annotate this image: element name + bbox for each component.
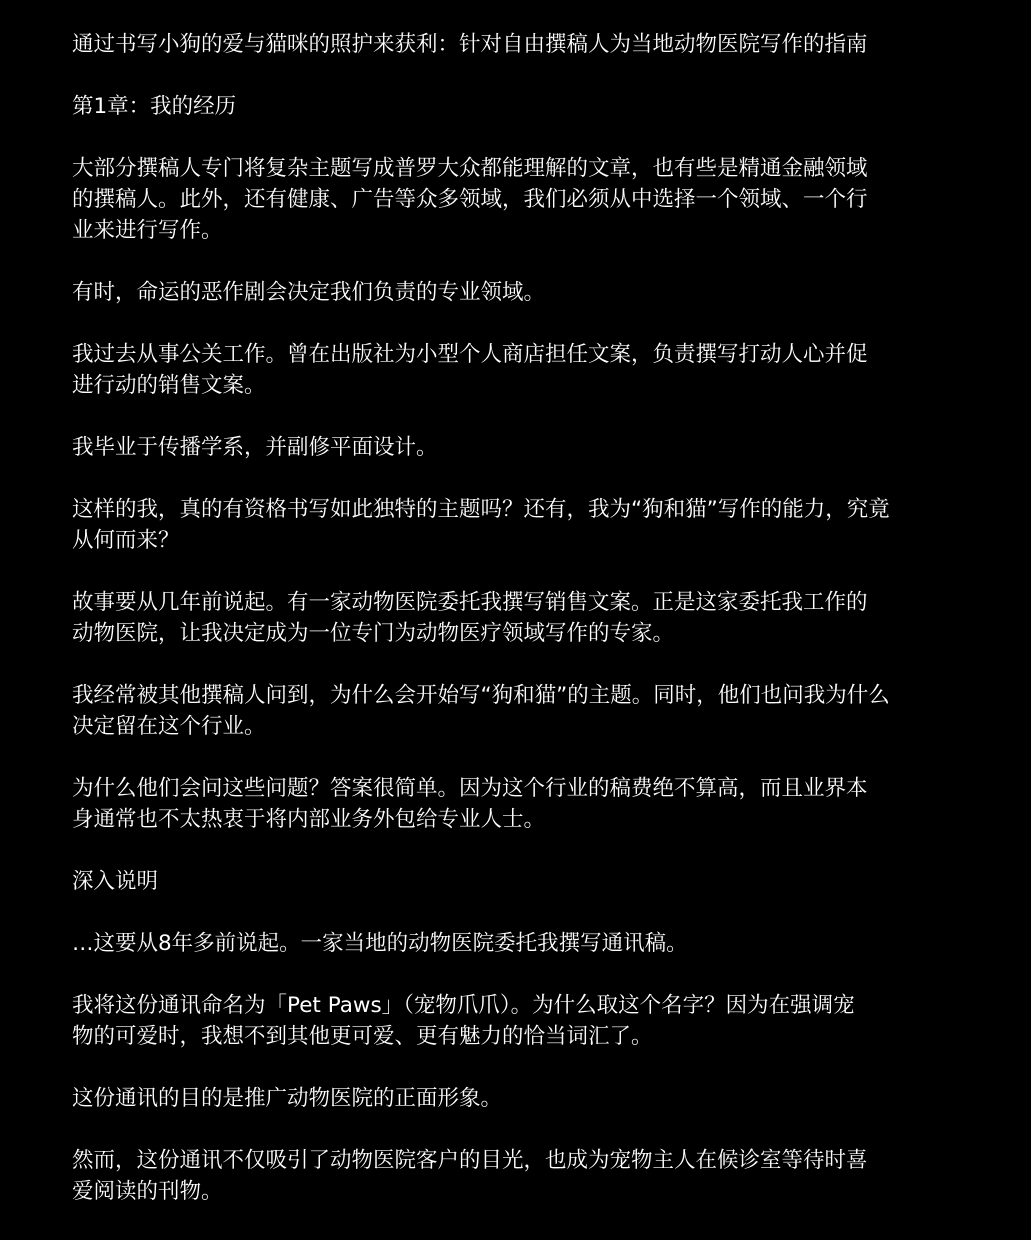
text-line: 我经常被其他撰稿人问到，为什么会开始写“狗和猫”的主题。同时，他们也问我为什么 bbox=[72, 683, 890, 708]
paragraph bbox=[72, 277, 972, 308]
paragraph bbox=[72, 339, 972, 401]
text-line: 第1章：我的经历 bbox=[72, 94, 237, 119]
paragraph bbox=[72, 680, 972, 742]
text-line: 决定留在这个行业。 bbox=[72, 714, 266, 739]
paragraph bbox=[72, 773, 972, 835]
text-line: 我过去从事公关工作。曾在出版社为小型个人商店担任文案，负责撰写打动人心并促 bbox=[72, 342, 868, 367]
text-line: 从何而来？ bbox=[72, 528, 180, 553]
text-line: 然而，这份通讯不仅吸引了动物医院客户的目光，也成为宠物主人在候诊室等待时喜 bbox=[72, 1148, 868, 1173]
text-line: 动物医院，让我决定成为一位专门为动物医疗领域写作的专家。 bbox=[72, 621, 675, 646]
chapter-heading bbox=[72, 91, 972, 122]
text-line: 我毕业于传播学系，并副修平面设计。 bbox=[72, 435, 438, 460]
text-line: 这份通讯的目的是推广动物医院的正面形象。 bbox=[72, 1086, 503, 1111]
paragraph bbox=[72, 928, 972, 959]
text-line: …这要从8年多前说起。一家当地的动物医院委托我撰写通讯稿。 bbox=[72, 931, 688, 956]
text-line: 有时，命运的恶作剧会决定我们负责的专业领域。 bbox=[72, 280, 546, 305]
text-line: 身通常也不太热衷于将内部业务外包给专业人士。 bbox=[72, 807, 546, 832]
paragraph bbox=[72, 1145, 972, 1207]
document-title bbox=[72, 29, 972, 60]
text-line: 故事要从几年前说起。有一家动物医院委托我撰写销售文案。正是这家委托我工作的 bbox=[72, 590, 868, 615]
text-line: 通过书写小狗的爱与猫咪的照护来获利：针对自由撰稿人为当地动物医院写作的指南 bbox=[72, 32, 868, 57]
paragraph bbox=[72, 587, 972, 649]
paragraph bbox=[72, 432, 972, 463]
text-line: 进行动的销售文案。 bbox=[72, 373, 266, 398]
document-body bbox=[72, 29, 972, 1207]
text-line: 业来进行写作。 bbox=[72, 218, 223, 243]
text-line: 的撰稿人。此外，还有健康、广告等众多领域，我们必须从中选择一个领域、一个行 bbox=[72, 187, 868, 212]
paragraph bbox=[72, 153, 972, 246]
paragraph bbox=[72, 494, 972, 556]
section-heading bbox=[72, 866, 972, 897]
paragraph bbox=[72, 990, 972, 1052]
text-line: 物的可爱时，我想不到其他更可爱、更有魅力的恰当词汇了。 bbox=[72, 1024, 653, 1049]
text-line: 我将这份通讯命名为「Pet Paws」（宠物爪爪）。为什么取这个名字？因为在强调宠 bbox=[72, 993, 855, 1018]
text-line: 大部分撰稿人专门将复杂主题写成普罗大众都能理解的文章，也有些是精通金融领域 bbox=[72, 156, 868, 181]
text-line: 这样的我，真的有资格书写如此独特的主题吗？还有，我为“狗和猫”写作的能力，究竟 bbox=[72, 497, 890, 522]
text-line: 深入说明 bbox=[72, 869, 159, 894]
text-line: 爱阅读的刊物。 bbox=[72, 1179, 223, 1204]
text-line: 为什么他们会问这些问题？答案很简单。因为这个行业的稿费绝不算高，而且业界本 bbox=[72, 776, 868, 801]
paragraph bbox=[72, 1083, 972, 1114]
